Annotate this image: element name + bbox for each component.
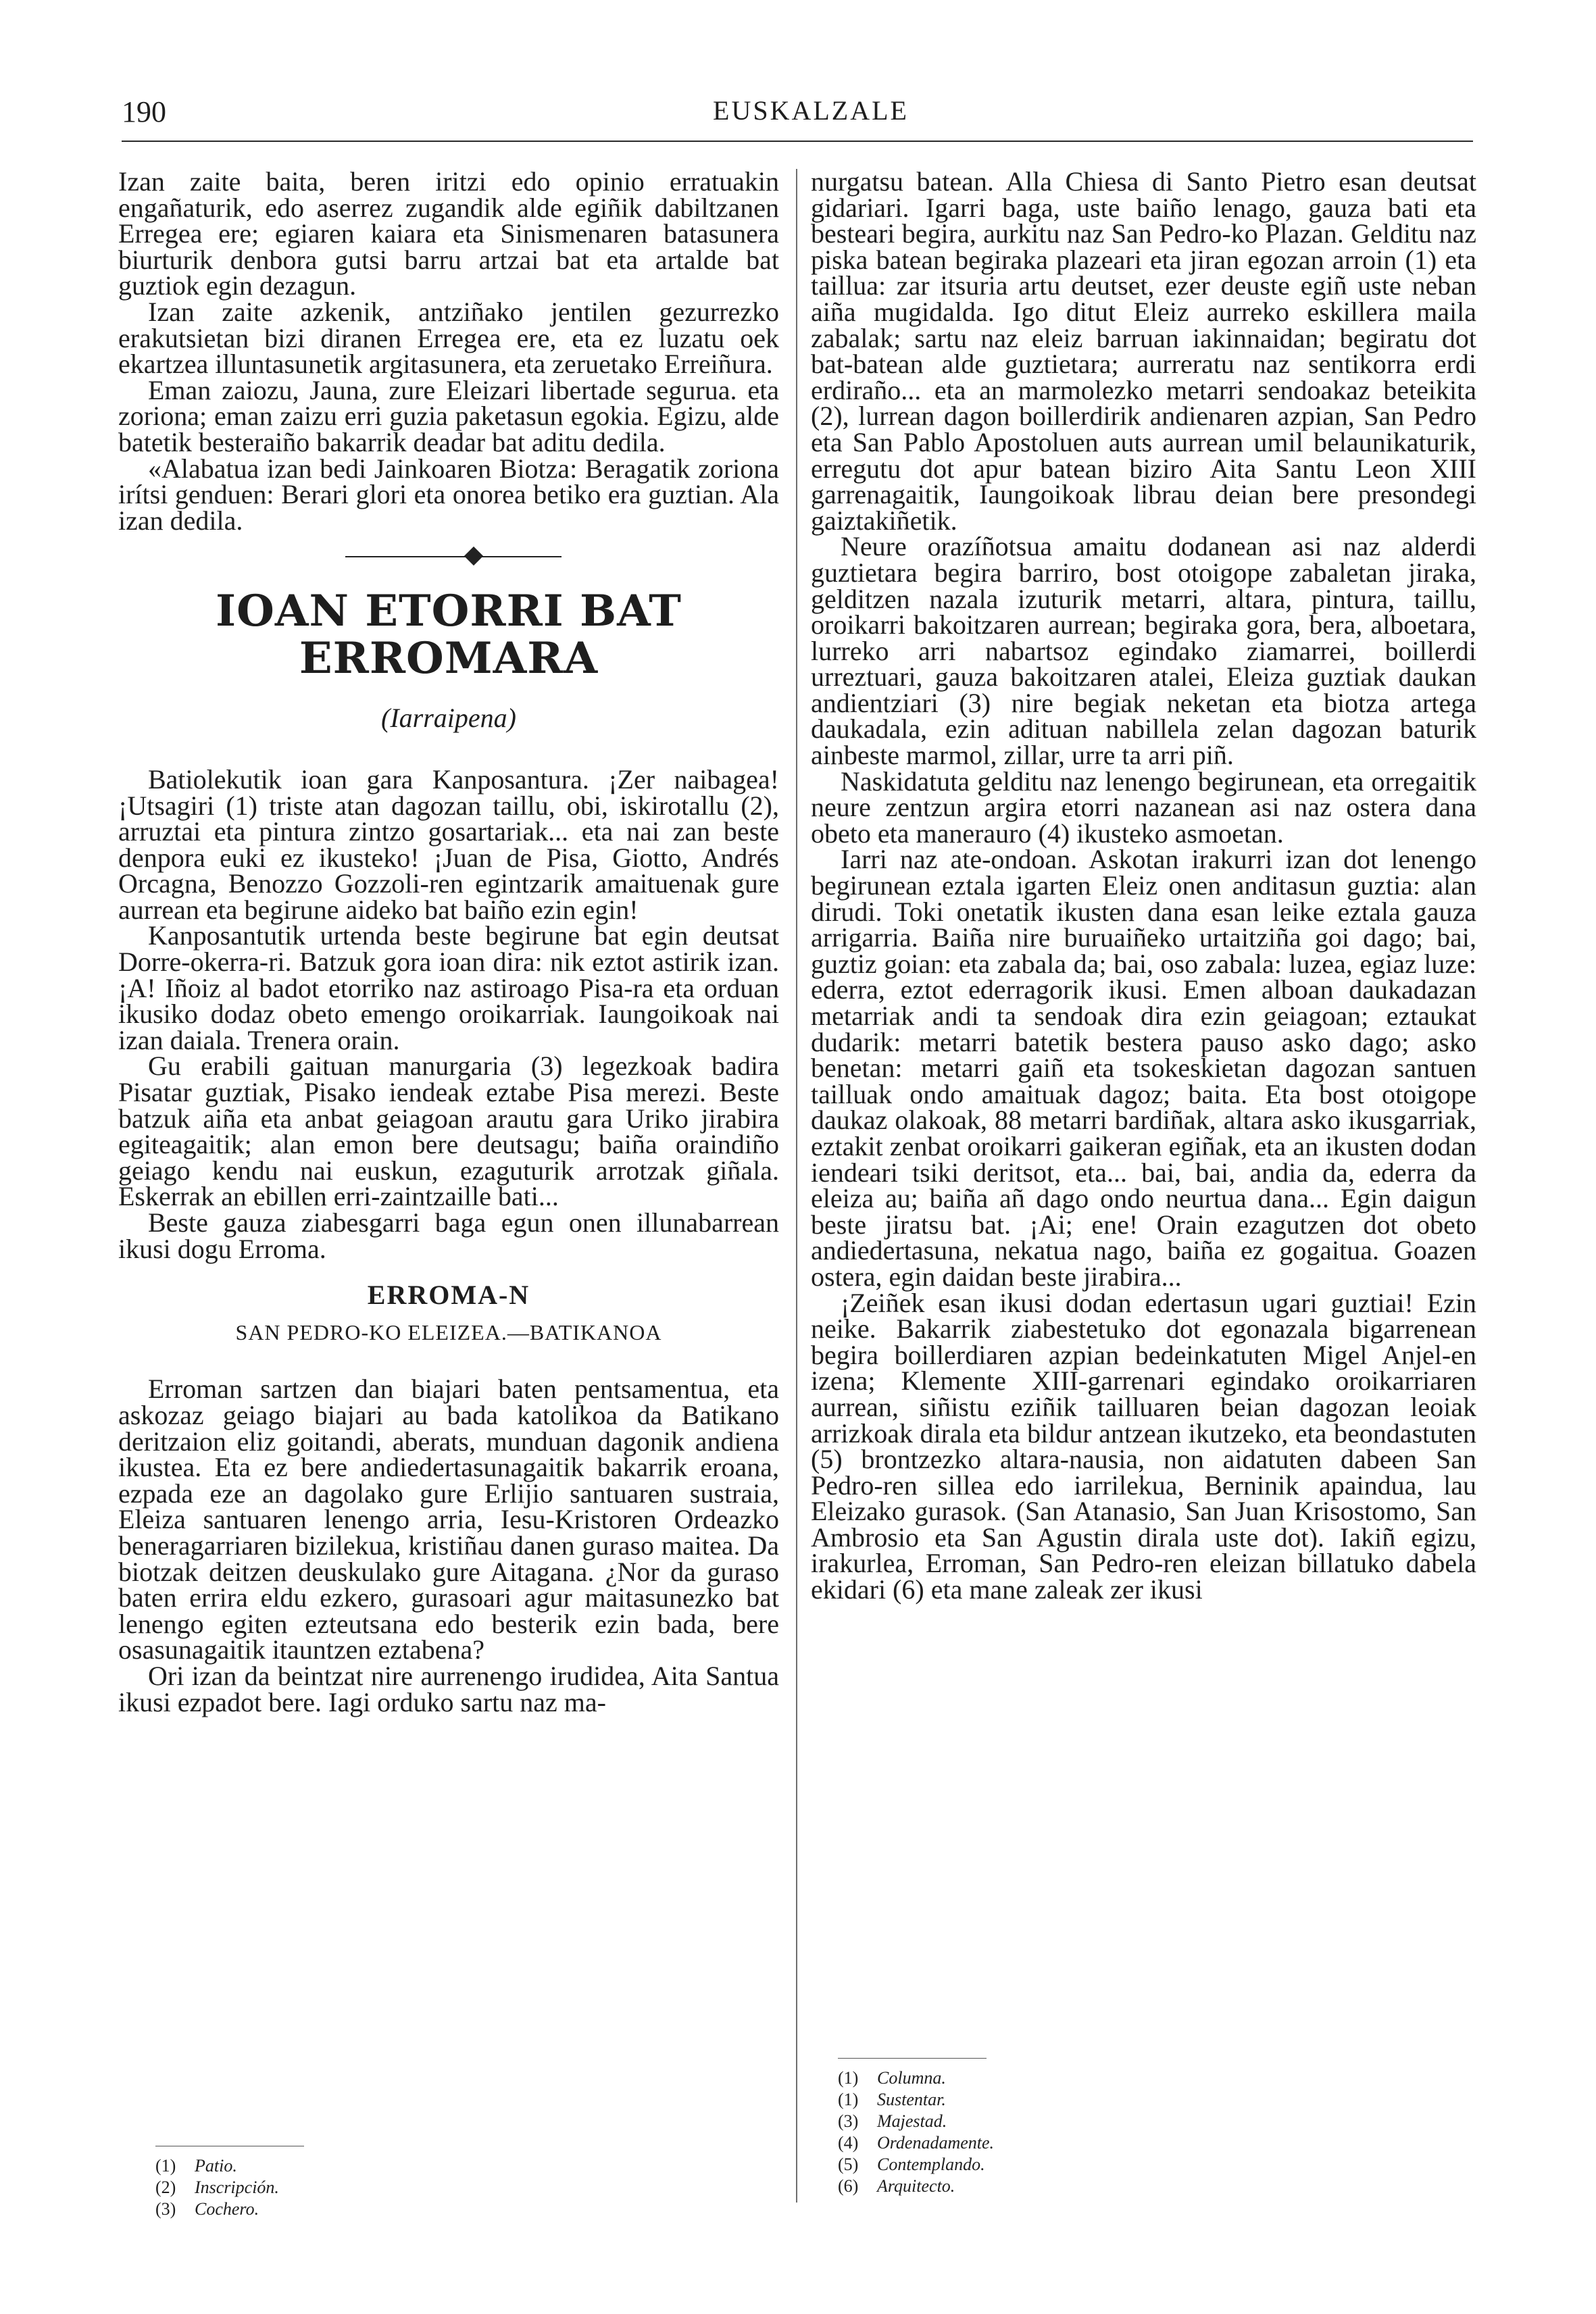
footnote: (5) Contemplando. [838,2155,985,2174]
paragraph: Kanposantutik urtenda beste begirune bat egin deutsat Dorre-okerra-ri. Batzuk gora ioan dira: nik eztot astirik izan. ¡A! Iñoiz al badot etorriko naz astiroago Pisa-ra eta orduan ikusiko dodaz obeto emengo oroikarriak. Iaungoikoak nai izan daiala. Trenera orain. [118,920,779,1055]
running-head: EUSKALZALE [713,95,909,126]
ornament-divider [118,543,779,570]
paragraph: Izan zaite baita, beren iritzi edo opinio erratuakin engañaturik, edo aserrez zugandik alde egiñik dabiltzanen Erregea ere; egiaren kaiara eta Sinismenaren batasunera biurturik denbora gutsi barru artzai bat eta artalde bat guztiok egin dezagun. [118,166,779,301]
article-title: IOAN ETORRI BAT ERROMARA [216,586,682,684]
footnote: (4) Ordenadamente. [838,2133,995,2153]
page-number: 190 [122,95,166,128]
paragraph: ¡Zeiñek esan ikusi dodan edertasun ugari guztiai! Ezin neike. Bakarrik ziabestetuko dot egonazala bigarrenean begira boillerdiaren azpian bedeinkatuten Migel Anjel-en izena; Klemente XIII-garrenari egindako oroikarriaren aurrean, siñistu eziñik tailluaren beian dagozan leoiak arrizkoak dirala eta bildur antzean ikutzeko, eta beondastuten (5) brontzezko altara-nausia, non aidatuten dabeen San Pedro-ren sillea edo iarrilekua, Berninik apaindua, lau Eleizako gurasok. (San Atanasio, San Juan Krisostomo, San Ambrosio eta San Agustin dirala uste dot). Iakiñ egizu, irakurlea, Erroman, San Pedro-ren eleizan billatuko dabela ekidari (6) eta mane zaleak zer ikusi [811,1287,1476,1605]
column-divider [796,169,797,2203]
paragraph: Neure orazíñotsua amaitu dodanean asi naz alderdi guztietara begira barriro, bost otoigope zabaletan jiraka, gelditzen nazala izuturik metarri, altara, pintura, taillu, oroikarri bakoitzaren aurrean; begiraka gora, bera, alboetara, lurreko arri nabartsoz egindako ziamarrei, boillerdi urreztuari, gauza bakoitzaren atalei, Eleiza guztiak daukan andientziari (3) nire begiak neketan eta biotza artega daukadala, ezin adituan nabillela zelan dagozan baturik ainbeste marmol, zillar, urre ta arri piñ. [811,531,1476,771]
footnote: (1) Patio. [155,2156,237,2175]
footnote: (3) Majestad. [838,2111,947,2131]
paragraph: nurgatsu batean. Alla Chiesa di Santo Pietro esan deutsat gidariari. Igarri baga, uste baiño lenago, gauza bati eta besteari begira, aurkitu naz San Pedro-ko Plazan. Gelditu naz piska batean begiraka plazeari eta jiran egozan arroin (1) eta taillua: zar itsuria artu deutset, ezer deuste egiñ uste neban aiña mugidalda. Igo ditut Eleiz aurreko eskillera maila zabalak; sartu naz eleiz barruan iakinnaidan; begiratu dot bat-batean alde guztietara; aurreratu naz sentikorra erdi erdiraño... eta an marmolezko metarri sendoakaz beteikita (2), lurrean dagon boillerdirik andienaren azpian, San Pedro eta San Pablo Apostoluen auts aurrean umil belaunikaturik, erregutu dot apur batean biziro Aita Santu Leon XIII garrenagaitik, Iaungoikoak librau deian bere presondegi gaiztakiñetik. [811,166,1476,536]
paragraph: Eman zaiozu, Jauna, zure Eleizari libertade segurua. eta zoriona; eman zaizu erri guzia paketasun egokia. Egizu, alde batetik besteraiño bakarrik deadar bat aditu dedila. [118,374,779,457]
footnotes-left [155,2155,561,2220]
paragraph: Batiolekutik ioan gara Kanposantura. ¡Zer naibagea! ¡Utsagiri (1) triste atan dagozan taillu, obi, iskirotallu (2), arruztai eta pintura zintzo gosartariak... eta nai zan beste denpora euki ez ikusteko! ¡Juan de Pisa, Giotto, Andrés Orcagna, Benozzo Gozzoli-ren egintzarik amaituenak gure aurrean eta begirune aideko bat baiño ezin egin! [118,763,779,925]
footnotes-right [838,2067,1243,2197]
paragraph: Beste gauza ziabesgarri baga egun onen illunabarrean ikusi dogu Erroma. [118,1207,779,1264]
footnote: (2) Inscripción. [155,2178,279,2197]
paragraph: Izan zaite azkenik, antziñako jentilen gezurrezko erakutsietan bizi diranen Erregea ere, eta ez luzatu oek ekartzea illuntasunetik argitasunera, eta zeruetako Erreiñura. [118,296,779,380]
paragraph: Gu erabili gaituan manurgaria (3) legezkoak badira Pisatar guztiak, Pisako iendeak eztabe Pisa merezi. Beste batzuk aiña eta anbat geiagoan arautu gara Uriko jirabira egiteagaitik; alan emon bere deutsagu; baiña oraindiño geiago kendu nai euskun, ezaguturik arrotzak giñala. Eskerrak an ebillen erri-zaintzaille bati... [118,1051,779,1212]
footnote: (1) Columna. [838,2068,946,2088]
paragraph: «Alabatua izan bedi Jainkoaren Biotza: Beragatik zoriona irítsi genduen: Berari glori eta onorea betiko era guztian. Ala izan dedila. [118,453,779,536]
article-subtitle: (Iarraipena) [381,703,516,734]
header-rule [122,141,1473,142]
paragraph: Iarri naz ate-ondoan. Askotan irakurri izan dot lenengo begirunean eztala igarten Eleiz onen anditasun guztia: alan dirudi. Toki onetatik ikusten dana esan leike eztala gauza arrigarria. Baiña nire buruaiñeko urtaitziña goi dago; bai, guztiz goian: eta zabala da; bai, oso zabala: luzea, egiaz luze: ederra, eztot ederragorik ikusi. Emen alboan daukadazan metarriak andi ta sendoak dira ezin geiagoan; eztaukat dudarik: metarri batetik bestera pauso asko dago; asko benetan: metarri gaiñ eta tsokeskietan dagozan santuen tailluak ondo amaituak dagoz; baita. Eta bost otoigope daukaz olakoak, 88 metarri bardiñak, altara asko ikusgarriak, eztakit zenbat oroikarri gaikeran egiñak, eta an ikusten dodan iendeari tsiki deritsot, eta... bai, bai, andia da, ederra da eleiza au; baiña añ dago ondo neurtua dana... Egin daigun beste jiratsu bat. ¡Ai; ene! Orain ezagutzen dot obeto andiedertasuna, nekatua nago, baiña ez gogaitua. Goazen ostera, egin daidan beste jirabira... [811,844,1476,1292]
section-title: ERROMA-N [367,1280,530,1311]
section-subtitle: SAN PEDRO-KO ELEIZEA.—BATIKANOA [235,1319,662,1344]
footnote-rule [838,2058,987,2059]
paragraph: Naskidatuta gelditu naz lenengo begirunean, eta orregaitik neure zentzun argira etorri nazanean asi naz ostera dana obeto eta manerauro (4) ikusteko asmoetan. [811,765,1476,849]
footnote: (3) Cochero. [155,2199,259,2219]
footnote: (6) Arquitecto. [838,2176,955,2196]
left-column [118,166,779,1717]
paragraph: Erroman sartzen dan biajari baten pentsamentua, eta askozaz geiago biajari au bada katolikoa da Batikano deritzaion eliz goitandi, aberats, munduan dagonik andiena ikustea. Eta ez bere andiedertasunagaitik bakarrik eroana, ezpada eze an dagolako gure Erlijio santuaren sustraia, Eleiza santuaren lenengo arria, Iesu-Kristoren Ordeazko beneragarriaren bizilekua, kristiñau danen guraso maitea. Da biotzak deitzen deuskulako gure Aitagana. ¿Nor da guraso baten errira eldu ezkero, gurasoari agur maitasunezko bat lenengo egiten ezteutsana edo besterik ezin bada, bere osasunagaitik itauntzen eztabena? [118,1374,779,1665]
footnote: (1) Sustentar. [838,2090,946,2109]
right-column [811,166,1476,1605]
paragraph: Ori izan da beintzat nire aurrenengo irudidea, Aita Santua ikusi ezpadot bere. Iagi orduko sartu naz ma- [118,1660,779,1717]
